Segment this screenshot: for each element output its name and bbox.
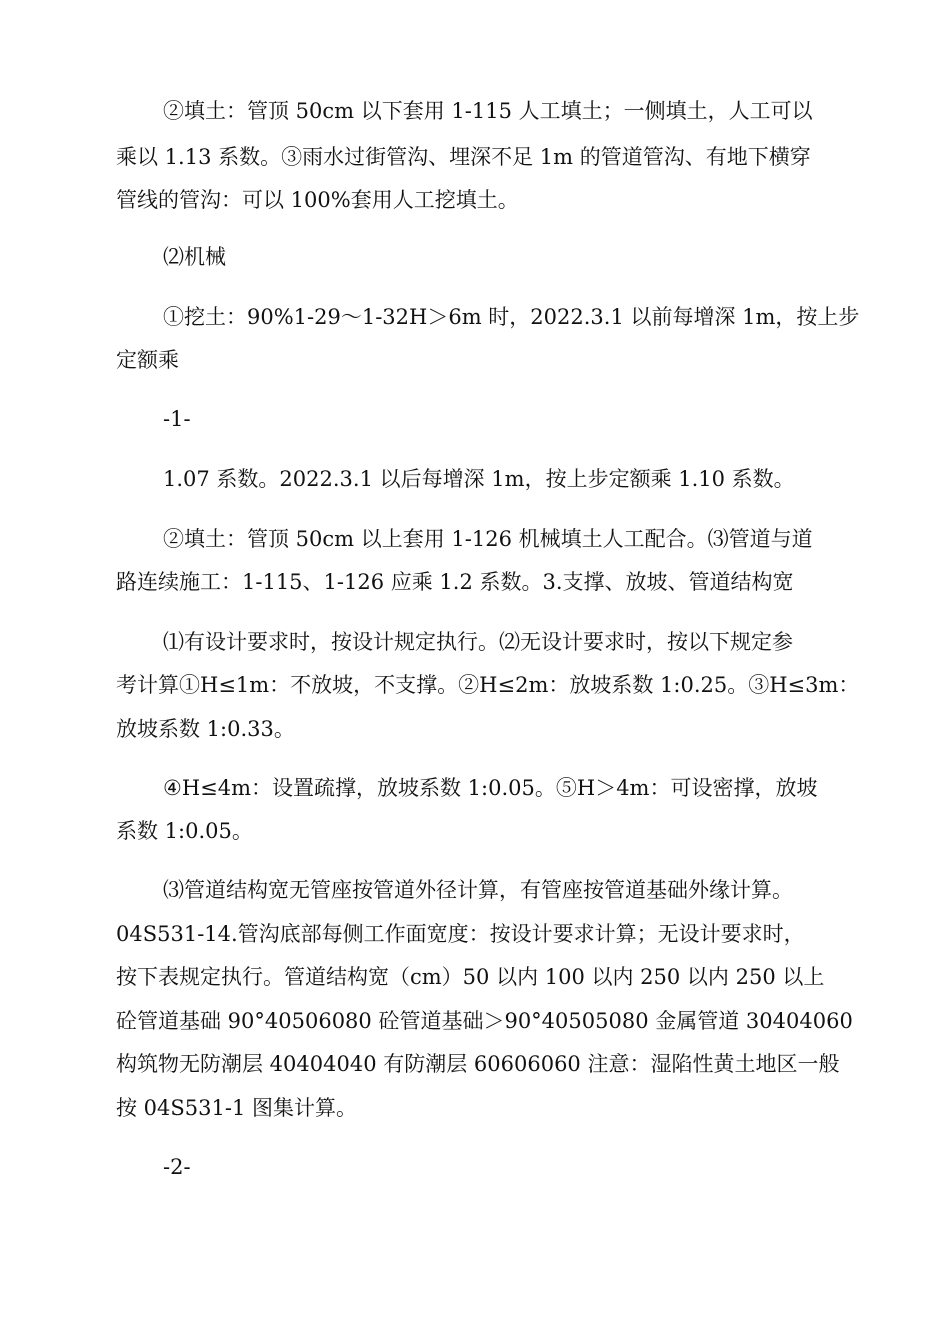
page-number: -2- (163, 1155, 191, 1179)
text-line: 构筑物无防潮层 40404040 有防潮层 60606060 注意：湿陷性黄土地区一般 (116, 1052, 840, 1076)
text-line: 定额乘 (116, 348, 179, 372)
text-line: 1.07 系数。2022.3.1 以后每增深 1m，按上步定额乘 1.10 系数。 (163, 467, 795, 491)
text-line: 04S531-14.管沟底部每侧工作面宽度：按设计要求计算；无设计要求时， (116, 922, 805, 946)
text-line: 系数 1:0.05。 (116, 819, 253, 843)
text-line: 按 04S531-1 图集计算。 (116, 1096, 357, 1120)
section-heading: ⑵机械 (163, 245, 226, 269)
text-line: 管线的管沟：可以 100%套用人工挖填土。 (116, 188, 519, 212)
text-line: ①挖土：90%1-29～1-32H＞6m 时，2022.3.1 以前每增深 1m，按上步 (163, 305, 860, 329)
page-number: -1- (163, 407, 191, 431)
text-line: ②填土：管顶 50cm 以上套用 1-126 机械填土人工配合。⑶管道与道 (163, 527, 813, 551)
text-line: 按下表规定执行。管道结构宽（cm）50 以内 100 以内 250 以内 250 以上 (116, 965, 825, 989)
text-line: 放坡系数 1:0.33。 (116, 717, 295, 741)
text-line: ②填土：管顶 50cm 以下套用 1-115 人工填土；一侧填土，人工可以 (163, 99, 813, 123)
text-line: ⑶管道结构宽无管座按管道外径计算，有管座按管道基础外缘计算。 (163, 878, 793, 902)
text-line: ④H≤4m：设置疏撑，放坡系数 1:0.05。⑤H＞4m：可设密撑，放坡 (163, 776, 818, 800)
text-line: 路连续施工：1-115、1-126 应乘 1.2 系数。3.支撑、放坡、管道结构宽 (116, 570, 794, 594)
text-line: 考计算①H≤1m：不放坡，不支撑。②H≤2m：放坡系数 1:0.25。③H≤3m： (116, 673, 860, 697)
text-line: 乘以 1.13 系数。③雨水过街管沟、埋深不足 1m 的管道管沟、有地下横穿 (116, 145, 811, 169)
text-line: ⑴有设计要求时，按设计规定执行。⑵无设计要求时，按以下规定参 (163, 630, 793, 654)
text-line: 砼管道基础 90°40506080 砼管道基础＞90°40505080 金属管道 30404060 (116, 1009, 853, 1033)
